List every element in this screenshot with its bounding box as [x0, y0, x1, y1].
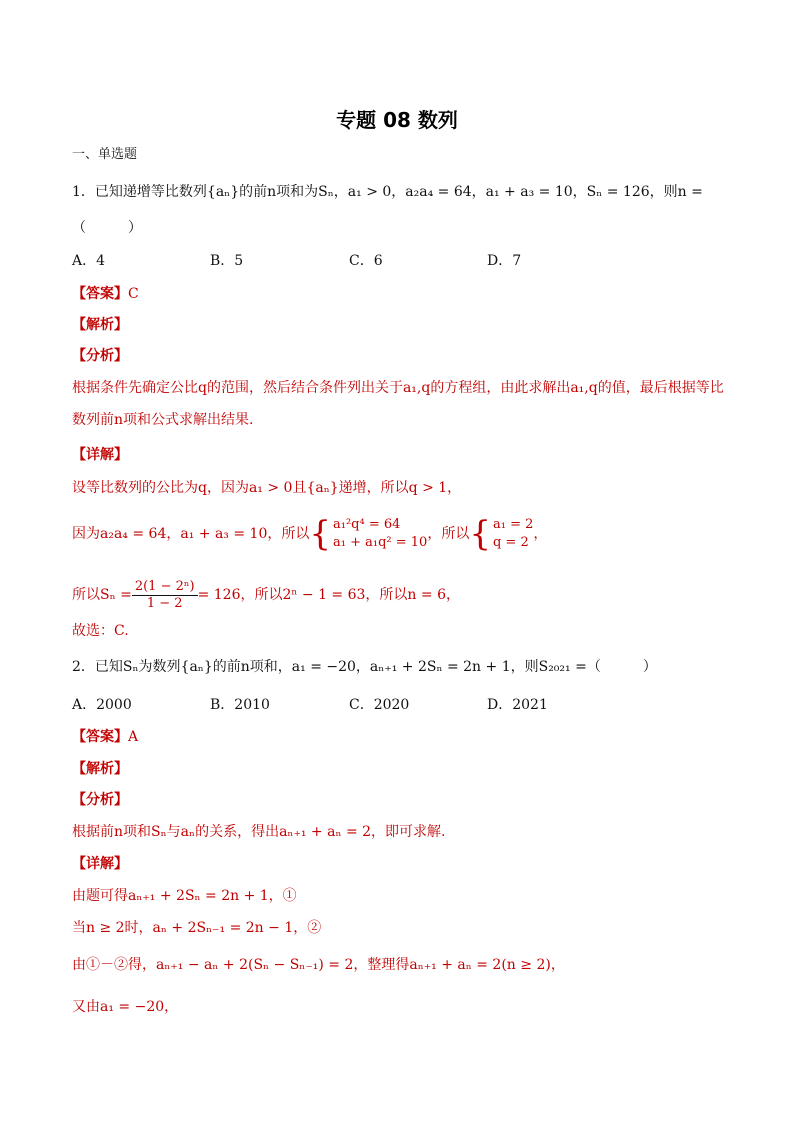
q1-jiexi-tag: 【解析】 [72, 317, 128, 333]
equation-system-2 [493, 516, 533, 552]
q2-detail-line1: 由题可得aₙ₊₁ + 2Sₙ = 2n + 1，① [72, 888, 297, 904]
q1-detail-line2-end: ， [533, 526, 548, 542]
q1-analysis-line1: 根据条件先确定公比q的范围，然后结合条件列出关于a₁,q的方程组，由此求解出a₁,q的值，最后根据等比 [72, 380, 724, 396]
q2-detail-line2: 当n ≥ 2时，aₙ + 2Sₙ₋₁ = 2n − 1，② [72, 920, 322, 936]
q2-stem: 2．已知Sₙ为数列{aₙ}的前n项和，a₁ = −20，aₙ₊₁ + 2Sₙ = 2n + 1，则S₂₀₂₁ =（ ） [72, 659, 657, 675]
q1-detail-line1: 设等比数列的公比为q，因为a₁ > 0且{aₙ}递增，所以q > 1， [72, 480, 462, 496]
q2-answer-line [72, 727, 138, 747]
sum-fraction [132, 579, 198, 612]
answer-value: C [128, 286, 139, 302]
q1-detail-line2-pre: 因为a₂a₄ = 64，a₁ + a₃ = 10，所以 [72, 526, 310, 542]
q2-option-b: B．2010 [210, 697, 270, 713]
q1-detail-line3-post: = 126，所以2ⁿ − 1 = 63，所以n = 6， [197, 587, 460, 603]
q1-stem-line1: 1．已知递增等比数列{aₙ}的前n项和为Sₙ，a₁ > 0，a₂a₄ = 64，a₁ + a₃ = 10，Sₙ = 126，则n = [72, 184, 703, 200]
fraction-numerator: 2(1 − 2ⁿ) [132, 579, 198, 596]
section-heading: 一、单选题 [72, 147, 138, 162]
system1-row1: a₁²q⁴ = 64 [333, 517, 401, 532]
q2-fenxi-tag: 【分析】 [72, 792, 128, 808]
left-brace-icon: { [309, 514, 331, 554]
q2-option-c: C．2020 [349, 697, 410, 713]
equation-system-1 [333, 516, 427, 552]
answer-tag: 【答案】 [72, 729, 128, 745]
system2-row2: q = 2 [492, 535, 529, 550]
q2-jiexi-tag: 【解析】 [72, 761, 128, 777]
page-title: 专题 08 数列 [336, 108, 458, 132]
q2-detail-line3: 由①－②得，aₙ₊₁ − aₙ + 2(Sₙ − Sₙ₋₁) = 2，整理得aₙ₊₁ + aₙ = 2(n ≥ 2)， [72, 957, 565, 973]
q1-option-c: C．6 [349, 253, 383, 269]
system1-row2: a₁ + a₁q² = 10 [333, 535, 428, 550]
q2-option-d: D．2021 [487, 697, 548, 713]
q2-option-a: A．2000 [72, 697, 132, 713]
q1-option-b: B．5 [210, 253, 244, 269]
q1-answer-line [72, 284, 139, 304]
system2-row1: a₁ = 2 [492, 517, 534, 532]
left-brace-icon: { [469, 514, 491, 554]
q1-detail-line3 [72, 578, 460, 612]
q2-xiangjie-tag: 【详解】 [72, 856, 128, 872]
fraction-denominator: 1 − 2 [146, 595, 183, 611]
answer-tag: 【答案】 [72, 286, 128, 302]
q1-detail-line2-mid: ，所以 [427, 526, 470, 542]
q2-analysis-line1: 根据前n项和Sₙ与aₙ的关系，得出aₙ₊₁ + aₙ = 2，即可求解. [72, 824, 446, 840]
q1-stem-line2: （ ） [72, 220, 142, 236]
answer-value: A [128, 729, 139, 745]
q1-detail-line2 [72, 516, 547, 552]
q1-xiangjie-tag: 【详解】 [72, 447, 128, 463]
q1-analysis-line2: 数列前n项和公式求解出结果. [72, 412, 254, 428]
q2-detail-line4: 又由a₁ = −20， [72, 999, 179, 1015]
q1-fenxi-tag: 【分析】 [72, 348, 128, 364]
q1-detail-line3-pre: 所以Sₙ = [72, 587, 132, 603]
q1-option-d: D．7 [487, 253, 522, 269]
q1-conclusion: 故选：C. [72, 623, 129, 639]
q1-option-a: A．4 [72, 253, 106, 269]
